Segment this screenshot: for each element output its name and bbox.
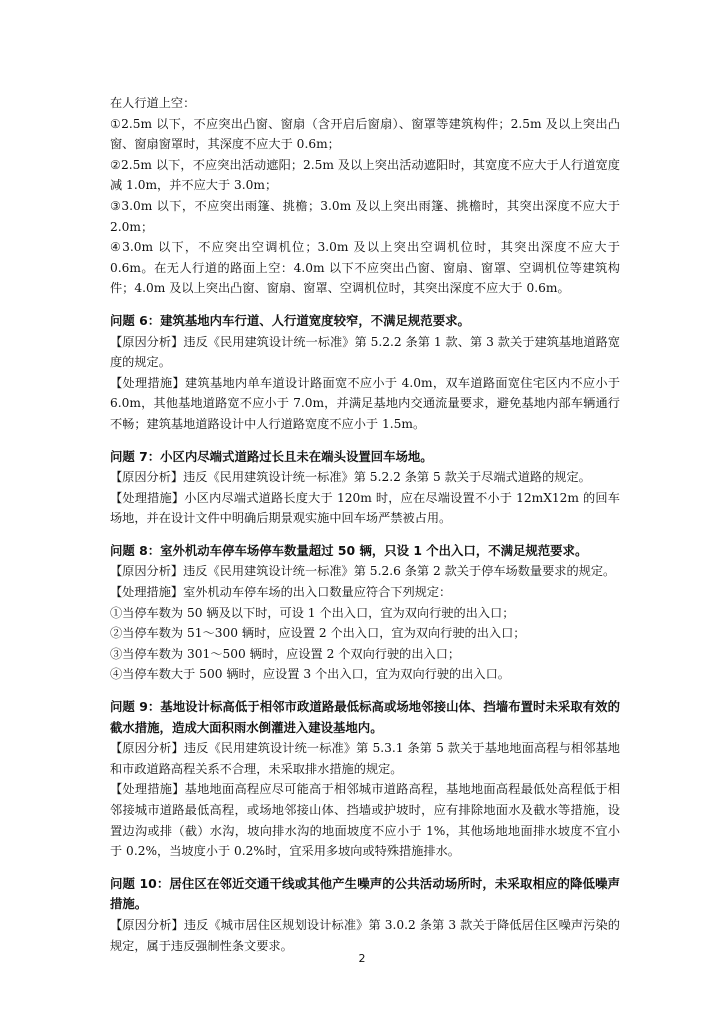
paragraph: 【处理措施】建筑基地内单车道设计路面宽不应小于 4.0m，双车道路面宽住宅区内不应小于 6.0m，其他基地道路宽不应小于 7.0m，并满足基地内交通流量要求，避免基地内部车辆通行不畅；建筑基地道路设计中人行道路宽度不应小于 1.5m。 [110,375,620,431]
paragraph: 【原因分析】违反《民用建筑设计统一标准》第 5.2.2 条第 1 款、第 3 款关于建筑基地道路宽度的规定。 [110,334,620,370]
paragraph: ①2.5m 以下，不应突出凸窗、窗扇（含开启后窗扇）、窗罩等建筑构件；2.5m 及以上突出凸窗、窗扇窗罩时，其深度不应大于 0.6m； [110,116,620,152]
paragraph: ④当停车数大于 500 辆时，应设置 3 个出入口，宜为双向行驶的出入口。 [110,667,510,682]
paragraph: 【处理措施】小区内尽端式道路长度大于 120m 时，应在尽端设置不小于 12mX12m 的回车场地，并在设计文件中明确后期景观实施中回车场严禁被占用。 [110,490,620,526]
section-heading: 问题 10：居住区在邻近交通干线或其他产生噪声的公共活动场所时，未采取相应的降低噪声措施。 [110,875,620,912]
paragraph: 【处理措施】室外机动车停车场的出入口数量应符合下列规定： [110,585,452,600]
section-heading: 问题 8：室外机动车停车场停车数量超过 50 辆，只设 1 个出入口，不满足规范要求。 [110,542,588,558]
paragraph: ①当停车数为 50 辆及以下时，可设 1 个出入口，宜为双向行驶的出入口； [110,605,515,620]
paragraph: 【原因分析】违反《城市居住区规划设计标准》第 3.0.2 条第 3 款关于降低居住区噪声污染的规定，属于违反强制性条文要求。 [110,917,620,953]
paragraph: ④3.0m 以下，不应突出空调机位；3.0m 及以上突出空调机位时，其突出深度不应大于 0.6m。在无人行道的路面上空：4.0m 以下不应突出凸窗、窗扇、窗罩、空调机位等建筑构件；4.0m 及以上突出凸窗、窗扇、窗罩、空调机位时，其突出深度不应大于 0.6m。 [110,240,620,296]
paragraph: 在人行道上空： [110,96,196,110]
paragraph: 【处理措施】基地地面高程应尽可能高于相邻城市道路高程，基地地面高程最低处高程低于相邻接城市道路最低高程，或场地邻接山体、挡墙或护坡时，应有排除地面水及截水等措施，设置边沟或排（截）水沟，坡向排水沟的地面坡度不应小于 1%，其他场地地面排水坡度不宜小于 0.2%，当坡度小于 0.2%时，宜采用多坡向或特殊措施排水。 [110,782,620,859]
section-heading: 问题 9：基地设计标高低于相邻市政道路最低标高或场地邻接山体、挡墙布置时未采取有效的截水措施，造成大面积雨水倒灌进入建设基地内。 [110,699,620,735]
paragraph: 【原因分析】违反《民用建筑设计统一标准》第 5.3.1 条第 5 款关于基地地面高程与相邻基地和市政道路高程关系不合理，未采取排水措施的规定。 [110,741,620,776]
section-heading: 问题 7：小区内尽端式道路过长且未在端头设置回车场地。 [110,448,433,464]
paragraph: ③当停车数为 301～500 辆时，应设置 2 个双向行驶的出入口； [110,646,461,661]
paragraph: 【原因分析】违反《民用建筑设计统一标准》第 5.2.2 条第 5 款关于尽端式道路的规定。 [110,470,591,485]
paragraph: ②当停车数为 51～300 辆时，应设置 2 个出入口，宜为双向行驶的出入口； [110,626,526,641]
page-number: 2 [358,952,366,965]
document-body [110,93,620,956]
section-heading: 问题 6：建筑基地内车行道、人行道宽度较窄，不满足规范要求。 [110,312,470,328]
paragraph: ②2.5m 以下，不应突出活动遮阳；2.5m 及以上突出活动遮阳时，其宽度不应大于人行道宽度减 1.0m，并不应大于 3.0m； [110,157,620,193]
paragraph: ③3.0m 以下，不应突出雨篷、挑檐；3.0m 及以上突出雨篷、挑檐时，其突出深度不应大于 2.0m； [110,198,620,234]
paragraph: 【原因分析】违反《民用建筑设计统一标准》第 5.2.6 条第 2 款关于停车场数量要求的规定。 [110,564,616,579]
